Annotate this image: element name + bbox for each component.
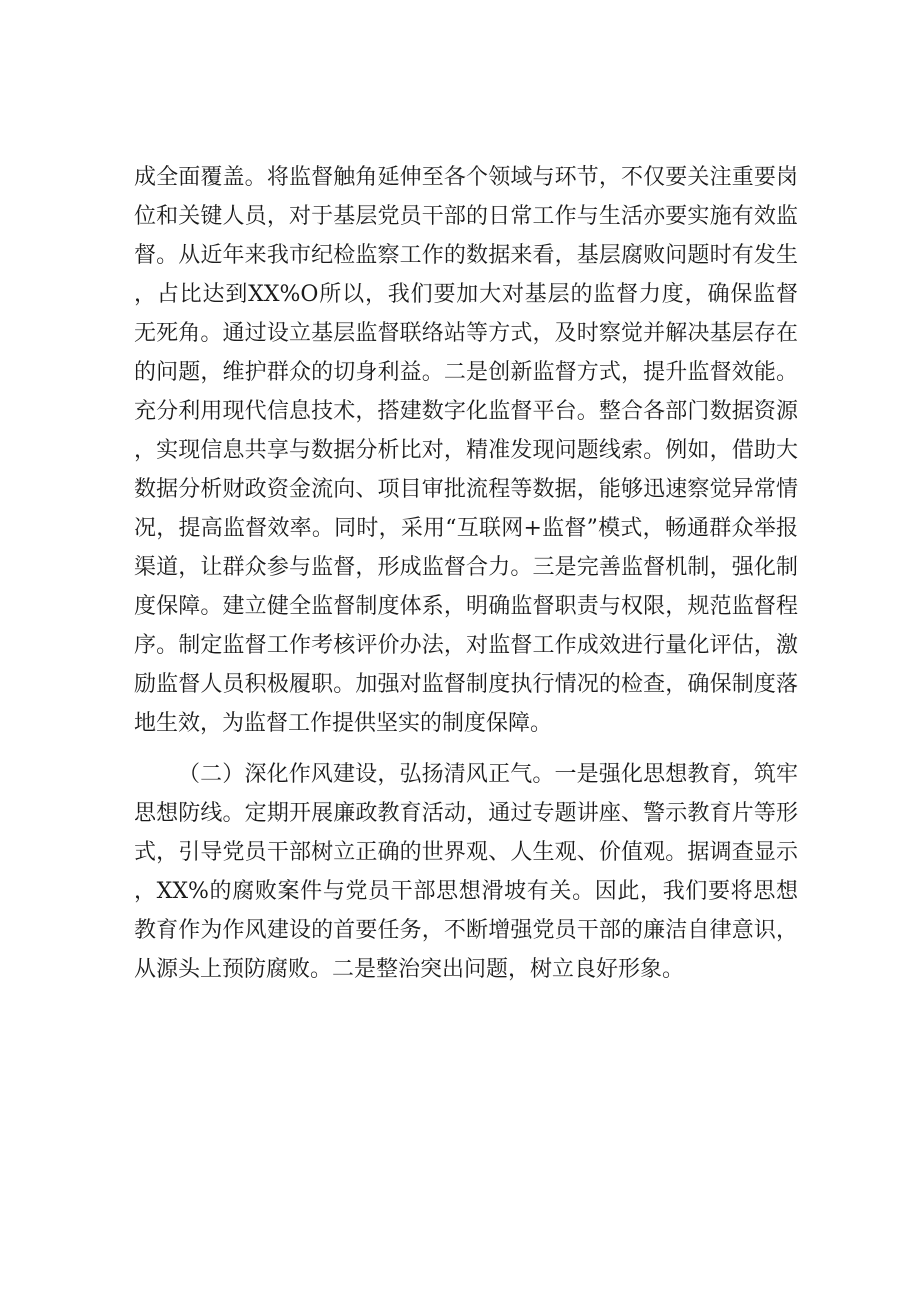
paragraph-work-style: （二）深化作风建设，弘扬清风正气。一是强化思想教育，筑牢思想防线。定期开展廉政教育活动，通过专题讲座、警示教育片等形式，引导党员干部树立正确的世界观、人生观、价值观。据调查显示，XX%的腐败案件与党员干部思想滑坡有关。因此，我们要将思想教育作为作风建设的首要任务，不断增强党员干部的廉洁自律意识，从源头上预防腐败。二是整治突出问题，树立良好形象。 [134,762,798,982]
document-body [134,158,798,989]
paragraph-supervision: 成全面覆盖。将监督触角延伸至各个领域与环节，不仅要关注重要岗位和关键人员，对于基层党员干部的日常工作与生活亦要实施有效监督。从近年来我市纪检监察工作的数据来看，基层腐败问题时有发生，占比达到XX%O所以，我们要加大对基层的监督力度，确保监督无死角。通过设立基层监督联络站等方式，及时察觉并解决基层存在的问题，维护群众的切身利益。二是创新监督方式，提升监督效能。充分利用现代信息技术，搭建数字化监督平台。整合各部门数据资源，实现信息共享与数据分析比对，精准发现问题线索。例如，借助大数据分析财政资金流向、项目审批流程等数据，能够迅速察觉异常情况，提高监督效率。同时，采用“互联网+监督”模式，畅通群众举报渠道，让群众参与监督，形成监督合力。三是完善监督机制，强化制度保障。建立健全监督制度体系，明确监督职责与权限，规范监督程序。制定监督工作考核评价办法，对监督工作成效进行量化评估，激励监督人员积极履职。加强对监督制度执行情况的检查，确保制度落地生效，为监督工作提供坚实的制度保障。 [134,165,798,736]
